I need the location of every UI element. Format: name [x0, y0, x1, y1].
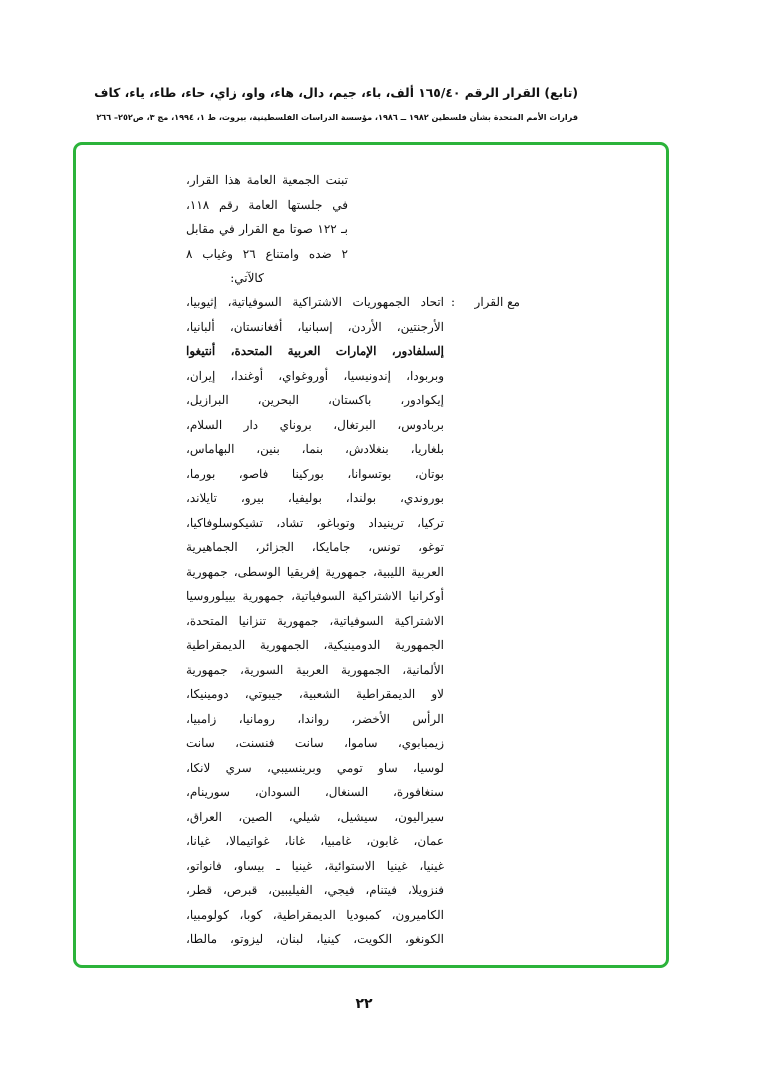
intro-line: تبنت الجمعية العامة هذا القرار، — [186, 173, 348, 187]
country-line: الكونغو، الكويت، كينيا، لبنان، ليزوتو، مالطا، — [186, 932, 444, 946]
country-line: سيراليون، سيشيل، شيلي، الصين، العراق، — [186, 809, 444, 824]
intro-line: بـ ١٢٢ صوتا مع القرار في مقابل — [186, 222, 349, 236]
country-line: إيكوادور، باكستان، البحرين، البرازيل، — [186, 393, 444, 407]
country-line: العربية الليبية، جمهورية إفريقيا الوسطى، جمهورية — [186, 564, 444, 579]
country-line: بلغاريا، بنغلادش، بنما، بنين، البهاماس، — [186, 442, 444, 456]
country-line: الكاميرون، كمبوديا الديمقراطية، كوبا، كولومبيا، — [186, 907, 444, 922]
country-line: بوروندي، بولندا، بوليفيا، بيرو، تايلاند، — [186, 491, 444, 505]
country-line: اتحاد الجمهوريات الاشتراكية السوفياتية، إثيوبيا، — [186, 295, 444, 309]
countries-in-favor-list — [186, 290, 444, 952]
country-line: لاو الديمقراطية الشعبية، جيبوتي، دومينيكا، — [186, 687, 444, 701]
country-line: الألمانية، الجمهورية العربية السورية، جمهورية — [186, 662, 444, 677]
intro-line: في جلستها العامة رقم ١١٨، — [186, 197, 348, 212]
country-line: غينيا، غينيا الاستوائية، غينيا ـ بيساو، فانواتو، — [186, 858, 444, 873]
country-line: لوسيا، ساو تومي وبرينسيبي، سري لانكا، — [186, 760, 444, 775]
intro-paragraph — [186, 168, 348, 291]
country-line: سنغافورة، السنغال، السودان، سورينام، — [186, 785, 444, 799]
country-line: وبربودا، إندونيسيا، أوروغواي، أوغندا، إيران، — [186, 368, 444, 383]
intro-line: كالآتي: — [230, 271, 264, 285]
header-title: (تابع) القرار الرقم ١٦٥/٤٠ ألف، باء، جيم، دال، هاء، واو، زاي، حاء، طاء، ياء، كاف — [94, 86, 578, 100]
country-line: الاشتراكية السوفياتية، جمهورية تنزانيا المتحدة، — [186, 613, 444, 628]
country-line: توغو، تونس، جامايكا، الجزائر، الجماهيرية — [186, 540, 444, 554]
vote-in-favor-label: مع القرار — [474, 295, 520, 309]
country-line: الأرجنتين، الأردن، إسبانيا، أفغانستان، ألبانيا، — [186, 319, 444, 334]
country-line: إلسلفادور، الإمارات العربية المتحدة، أنتيغوا — [186, 344, 444, 358]
country-line: الجمهورية الدومينيكية، الجمهورية الديمقراطية — [186, 638, 444, 652]
vote-label-colon: : — [450, 295, 456, 309]
country-line: أوكرانيا الاشتراكية السوفياتية، جمهورية بييلوروسيا — [186, 589, 444, 603]
country-line: بربادوس، البرتغال، بروناي دار السلام، — [186, 417, 444, 432]
page-number: ٢٢ — [355, 996, 373, 1012]
country-line: بوتان، بوتسوانا، بوركينا فاصو، بورما، — [186, 466, 444, 481]
country-line: فنزويلا، فيتنام، فيجي، الفيليبين، قبرص، قطر، — [186, 883, 444, 897]
intro-line: ٢ ضده وامتناع ٢٦ وغياب ٨ — [186, 246, 348, 261]
country-line: الرأس الأخضر، رواندا، رومانيا، زامبيا، — [186, 711, 444, 726]
country-line: زيمبابوي، ساموا، سانت فنسنت، سانت — [186, 736, 444, 750]
header-source-citation: قرارات الأمم المتحدة بشأن فلسطين ١٩٨٢ ــ ١٩٨٦، مؤسسة الدراسات الفلسطينية، بيروت، ط ١، ١٩٩٤، مج ٣، ص٢٥٢– ٢٦٦ — [96, 112, 578, 122]
country-line: عمان، غابون، غامبيا، غانا، غواتيمالا، غيانا، — [186, 834, 444, 848]
country-line: تركيا، ترينيداد وتوباغو، تشاد، تشيكوسلوفاكيا، — [186, 515, 444, 530]
